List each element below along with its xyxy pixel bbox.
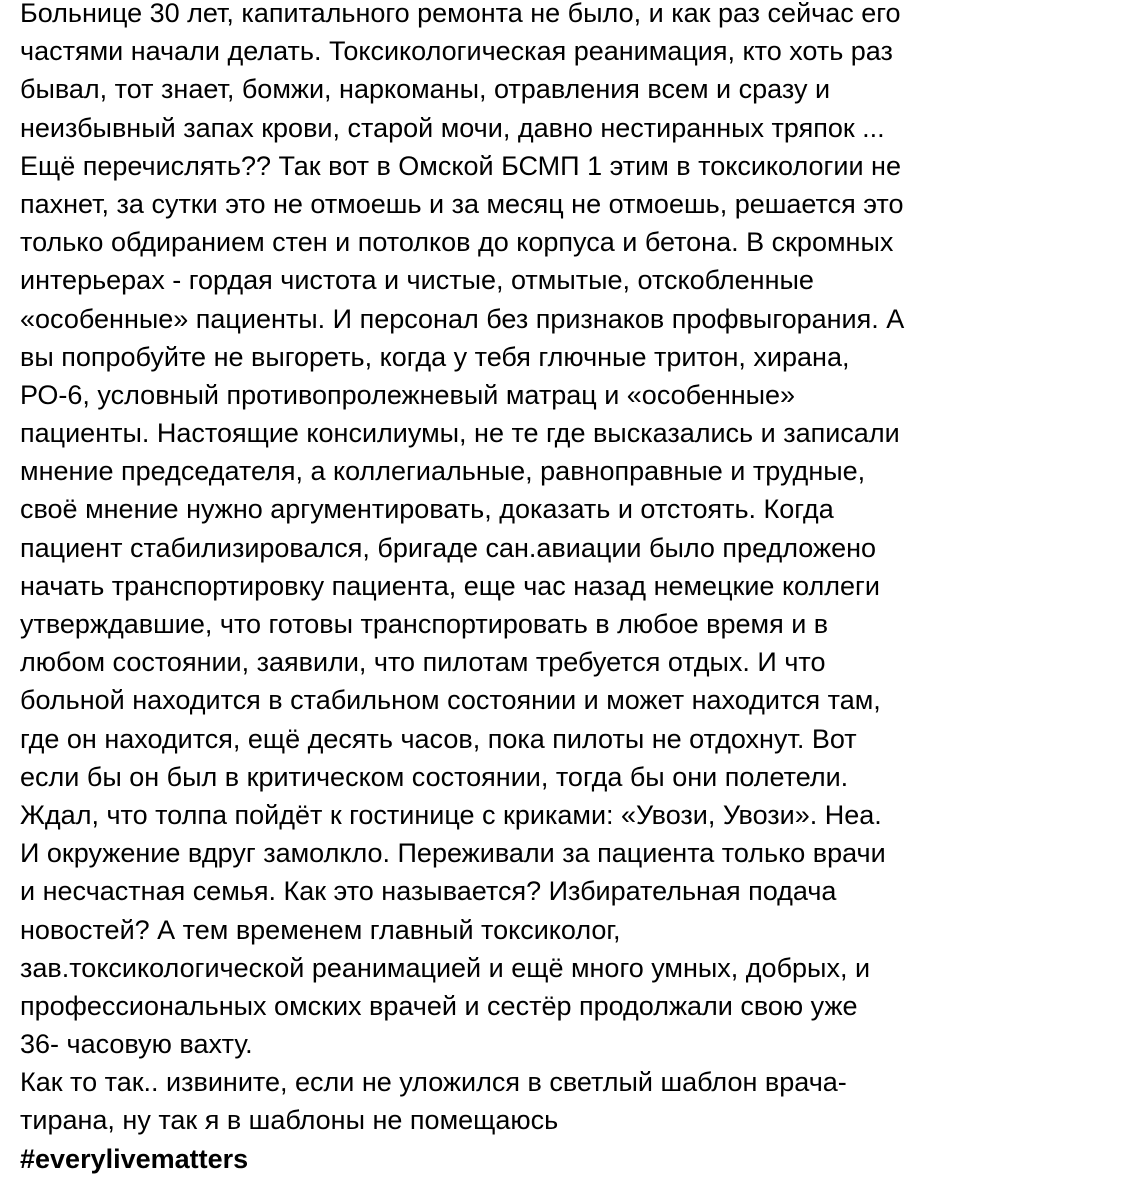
post-line: новостей? А тем временем главный токсиколог, <box>20 914 621 945</box>
post-line: своё мнение нужно аргументировать, доказать и отстоять. Когда <box>20 494 834 525</box>
post-line: и несчастная семья. Как это называется? Избирательная подача <box>20 876 837 907</box>
post-line: частями начали делать. Токсикологическая реанимация, кто хоть раз <box>20 36 893 67</box>
post-line: неизбывный запах крови, старой мочи, давно нестиранных тряпок ... <box>20 112 885 143</box>
post-line: интерьерах - гордая чистота и чистые, отмытые, отскобленные <box>20 265 814 296</box>
post-line: начать транспортировку пациента, еще час назад немецкие коллеги <box>20 570 880 601</box>
post-line: пациенты. Настоящие консилиумы, не те где высказались и записали <box>20 418 900 449</box>
post-line: профессиональных омских врачей и сестёр продолжали свою уже <box>20 990 858 1021</box>
post-line: пациент стабилизировался, бригаде сан.авиации было предложено <box>20 532 877 563</box>
post-line: 36- часовую вахту. <box>20 1029 253 1060</box>
post-line: Ещё перечислять?? Так вот в Омской БСМП 1 этим в токсикологии не <box>20 150 901 181</box>
post-line: вы попробуйте не выгореть, когда у тебя глючные тритон, хирана, <box>20 341 850 372</box>
post-line: больной находится в стабильном состоянии и может находится там, <box>20 685 881 716</box>
post-line: РО-6, условный противопролежневый матрац и «особенные» <box>20 379 796 410</box>
post-line: зав.токсикологической реанимацией и ещё много умных, добрых, и <box>20 952 871 983</box>
post-line: утверждавшие, что готовы транспортировать в любое время и в <box>20 609 829 639</box>
post-line: И окружение вдруг замолкло. Переживали за пациента только врачи <box>20 838 886 869</box>
post-line: пахнет, за сутки это не отмоешь и за месяц не отмоешь, решается это <box>20 188 904 219</box>
post-line: «особенные» пациенты. И персонал без признаков профвыгорания. А <box>20 303 905 334</box>
post-line: Больнице 30 лет, капитального ремонта не было, и как раз сейчас его <box>20 0 901 28</box>
post-line: только обдиранием стен и потолков до корпуса и бетона. В скромных <box>20 227 894 258</box>
post-line: тирана, ну так я в шаблоны не помещаюсь <box>20 1105 559 1136</box>
post-text <box>20 0 1120 1178</box>
post-line: мнение председателя, а коллегиальные, равноправные и трудные, <box>20 456 866 487</box>
post-line: бывал, тот знает, бомжи, наркоманы, отравления всем и сразу и <box>20 74 831 105</box>
hashtag-link[interactable]: #everylivematters <box>20 1143 249 1174</box>
post-line: Как то так.. извините, если не уложился в светлый шаблон врача- <box>20 1067 847 1098</box>
post-line: любом состоянии, заявили, что пилотам требуется отдых. И что <box>20 647 826 678</box>
post-line: где он находится, ещё десять часов, пока пилоты не отдохнут. Вот <box>20 723 857 754</box>
post-line: если бы он был в критическом состоянии, тогда бы они полетели. <box>20 761 849 792</box>
post-line: Ждал, что толпа пойдёт к гостинице с криками: «Увози, Увози». Неа. <box>20 799 882 830</box>
